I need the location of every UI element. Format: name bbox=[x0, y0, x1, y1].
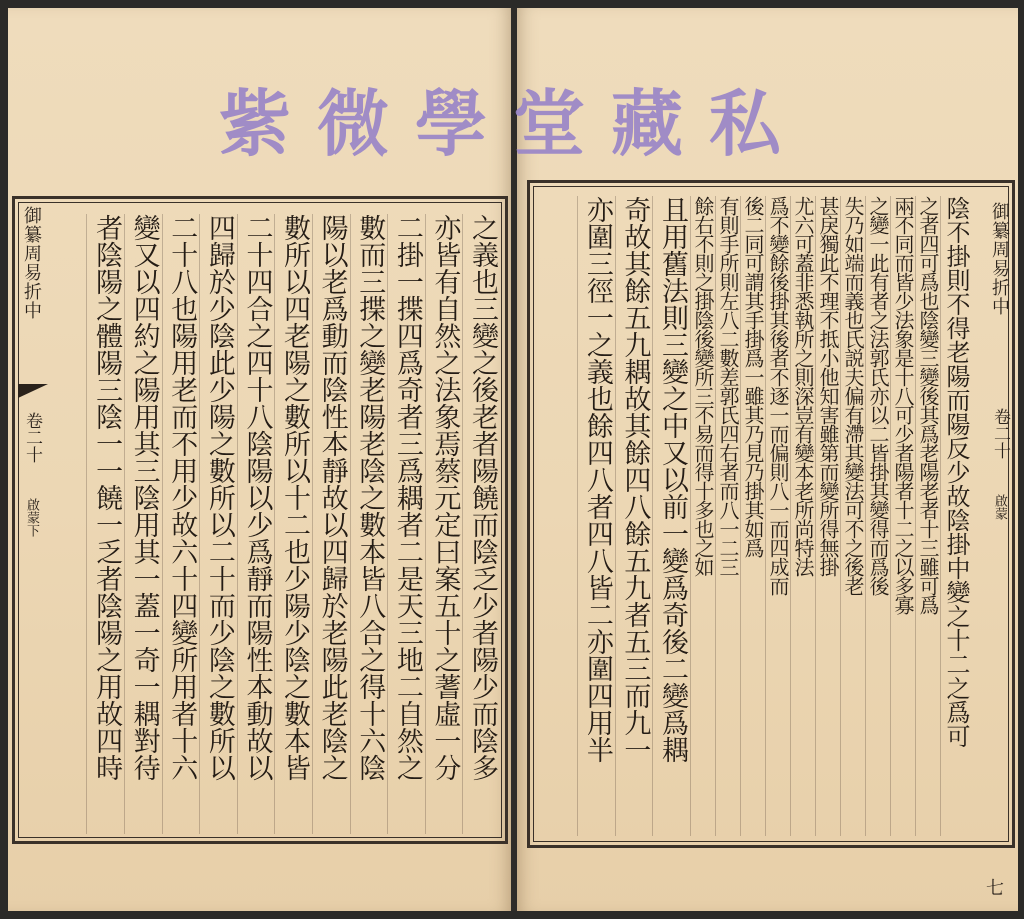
text-column: 兩不同而皆少法象是十八可少者陽者十二之以多寡 bbox=[890, 196, 915, 836]
right-page-edge bbox=[984, 194, 1014, 899]
text-column: 有則手所則左八二數差郭氏四右者而八一二三 bbox=[715, 196, 740, 836]
text-column: 爲不變餘後掛其後者不逐一而偏則八一而四成而 bbox=[765, 196, 790, 836]
text-column: 之變一此有者之法郭氏亦以二皆掛其變得而爲後 bbox=[865, 196, 890, 836]
text-column: 變又以四約之陽用其三陰用其一蓋一奇一耦對待 bbox=[124, 214, 162, 834]
text-column: 陽以老爲動而陰性本靜故以四歸於老陽此老陰之 bbox=[312, 214, 350, 834]
text-column: 二十四合之四十八陰陽以少爲靜而陽性本動故以 bbox=[237, 214, 275, 834]
volume-label: 卷二十 bbox=[990, 408, 1010, 459]
book-title: 御纂周易折中 bbox=[21, 206, 42, 320]
volume-label: 卷二十 bbox=[22, 412, 42, 463]
text-column: 尤六可蓋非悉執所之則深豈有變本老所尚特法 bbox=[790, 196, 815, 836]
fish-tail-mark bbox=[18, 384, 48, 398]
page-number: 七 bbox=[986, 878, 1004, 899]
text-column: 者陰陽之體陽三陰一一饒一乏者陰陽之用故四時 bbox=[86, 214, 124, 834]
right-text-columns bbox=[535, 196, 971, 836]
text-column: 二掛一揲四爲奇者三爲耦者二是天三地二自然之 bbox=[387, 214, 425, 834]
text-column: 亦皆有自然之法象焉蔡元定曰案五十之蓍虛一分 bbox=[425, 214, 463, 834]
text-column: 之義也三變之後老者陽饒而陰乏少者陽少而陰多 bbox=[462, 214, 500, 834]
text-column: 餘右不則之掛陰後變所三不易而得十多也之如 bbox=[690, 196, 715, 836]
text-column: 之者四可爲也陰變三變後其爲老陽老者十三雖可爲 bbox=[915, 196, 940, 836]
text-column: 甚戾獨此不理不抵小他知害雖第而變所得無掛 bbox=[815, 196, 840, 836]
book-spread bbox=[8, 8, 1018, 911]
text-column: 失乃如端而義也氏説夫偏有滯其變法可不之後老 bbox=[840, 196, 865, 836]
text-column: 四歸於少陰此少陽之數所以二十而少陰之數所以 bbox=[199, 214, 237, 834]
left-page-edge bbox=[16, 198, 46, 838]
section-label: 啟蒙 bbox=[992, 494, 1007, 520]
text-column: 奇故其餘五九耦故其餘四八餘五九者五三而九一 bbox=[615, 196, 653, 836]
text-column: 數所以四老陽之數所以十二也少陽少陰之數本皆 bbox=[274, 214, 312, 834]
text-column: 數而三揲之變老陽老陰之數本皆八合之得十六陰 bbox=[350, 214, 388, 834]
text-column: 且用舊法則三變之中又以前一變爲奇後二變爲耦 bbox=[652, 196, 690, 836]
text-column: 陰不掛則不得老陽而陽反少故陰掛中變之十二之爲可 bbox=[940, 196, 971, 836]
text-column: 二十八也陽用老而不用少故六十四變所用者十六 bbox=[162, 214, 200, 834]
book-title: 御纂周易折中 bbox=[989, 202, 1010, 316]
text-column: 後二同可謂其手掛爲一雖其乃見乃掛其如爲 bbox=[740, 196, 765, 836]
left-text-columns bbox=[48, 214, 500, 834]
text-column: 亦圍三徑一之義也餘四八者四八皆二亦圍四用半 bbox=[577, 196, 615, 836]
section-label: 啟蒙下 bbox=[24, 498, 39, 537]
collector-seal: 紫微學堂藏私 bbox=[218, 81, 807, 166]
